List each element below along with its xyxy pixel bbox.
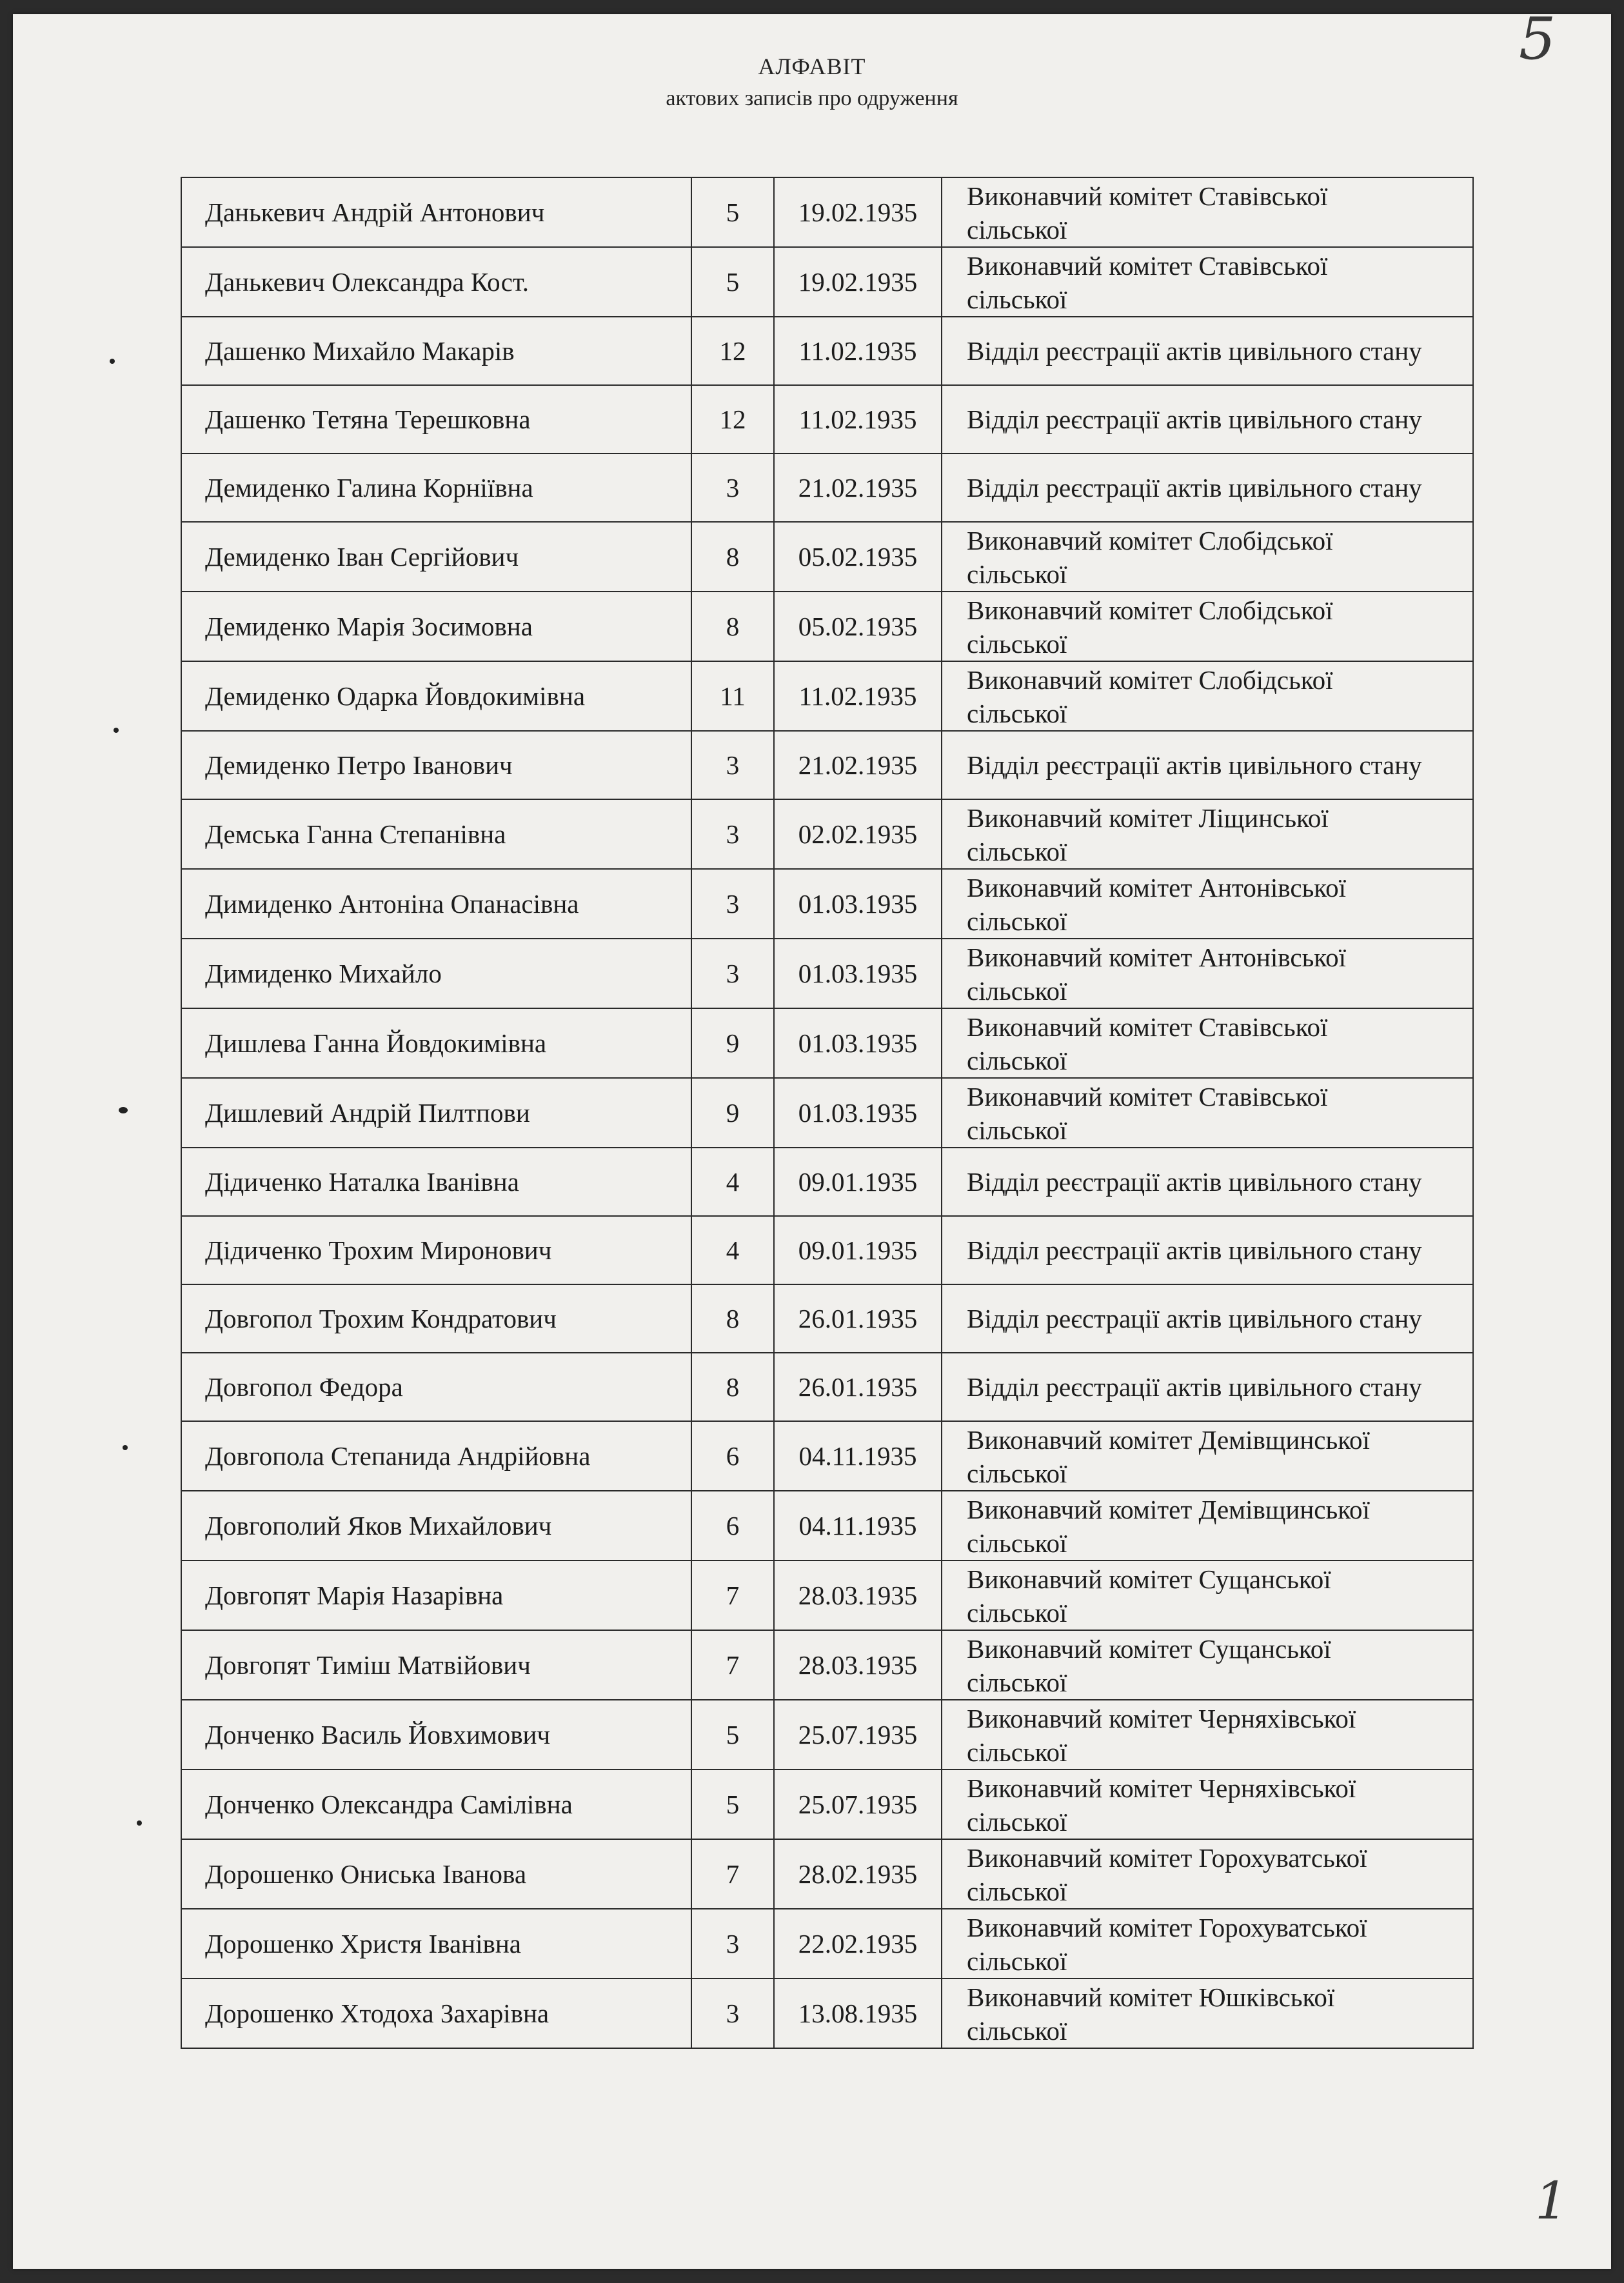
record-office-line2: сільської <box>967 1807 1067 1837</box>
record-office <box>942 1216 1473 1284</box>
record-date: 11.02.1935 <box>774 385 942 454</box>
document-subtitle: актових записів про одруження <box>666 86 958 110</box>
table-row <box>181 799 1473 869</box>
record-date: 04.11.1935 <box>774 1491 942 1560</box>
record-office-line2: сільської <box>967 1115 1067 1145</box>
table-row <box>181 592 1473 661</box>
table-row <box>181 1008 1473 1078</box>
record-name: Димиденко Антоніна Опанасівна <box>181 869 691 939</box>
record-office <box>942 1909 1473 1979</box>
record-number: 9 <box>691 1078 774 1148</box>
record-number: 8 <box>691 1353 774 1421</box>
table-row <box>181 1770 1473 1839</box>
page-speck <box>119 1107 128 1113</box>
record-date: 22.02.1935 <box>774 1909 942 1979</box>
record-date: 25.07.1935 <box>774 1700 942 1770</box>
record-name: Демиденко Одарка Йовдокимівна <box>181 661 691 731</box>
record-name: Демська Ганна Степанівна <box>181 799 691 869</box>
record-office-line1: Виконавчий комітет Юшківської <box>967 1982 1335 2012</box>
record-office <box>942 1078 1473 1148</box>
records-table-body <box>181 177 1473 2048</box>
record-office-line2: сільської <box>967 2016 1067 2046</box>
record-date: 26.01.1935 <box>774 1353 942 1421</box>
record-office <box>942 1284 1473 1353</box>
record-office <box>942 799 1473 869</box>
record-name: Димиденко Михайло <box>181 939 691 1008</box>
record-number: 3 <box>691 869 774 939</box>
record-office-line1: Виконавчий комітет Демівщинської <box>967 1425 1370 1455</box>
record-number: 5 <box>691 1700 774 1770</box>
record-number: 5 <box>691 177 774 247</box>
record-date: 01.03.1935 <box>774 869 942 939</box>
record-office-line1: Виконавчий комітет Сущанської <box>967 1634 1331 1664</box>
page-speck <box>137 1820 142 1826</box>
record-office-line2: сільської <box>967 629 1067 659</box>
record-office-line2: сільської <box>967 559 1067 589</box>
record-office-line2: сільської <box>967 699 1067 728</box>
record-number: 3 <box>691 799 774 869</box>
record-office <box>942 522 1473 592</box>
table-row <box>181 731 1473 799</box>
record-office-line1: Виконавчий комітет Ставівської <box>967 181 1328 211</box>
record-date: 11.02.1935 <box>774 317 942 385</box>
page-speck <box>123 1445 128 1450</box>
record-number: 5 <box>691 247 774 317</box>
record-office-line1: Виконавчий комітет Сущанської <box>967 1564 1331 1594</box>
record-date: 13.08.1935 <box>774 1979 942 2048</box>
record-number: 4 <box>691 1148 774 1216</box>
record-number: 3 <box>691 454 774 522</box>
record-name: Довгопола Степанида Андрійовна <box>181 1421 691 1491</box>
record-office-line2: сільської <box>967 906 1067 936</box>
page-number: 5 <box>1519 5 1556 73</box>
table-row <box>181 522 1473 592</box>
table-row <box>181 1909 1473 1979</box>
record-date: 19.02.1935 <box>774 177 942 247</box>
table-row <box>181 1700 1473 1770</box>
record-date: 28.03.1935 <box>774 1560 942 1630</box>
record-date: 05.02.1935 <box>774 592 942 661</box>
record-office-line2: сільської <box>967 1598 1067 1628</box>
record-office-line1: Виконавчий комітет Антонівської <box>967 873 1346 902</box>
table-row <box>181 1353 1473 1421</box>
record-office-line2: сільської <box>967 1946 1067 1976</box>
record-office <box>942 661 1473 731</box>
table-row <box>181 177 1473 247</box>
record-office-line1: Відділ реєстрації актів цивільного стану <box>967 1372 1422 1402</box>
record-office-line2: сільської <box>967 837 1067 866</box>
record-office <box>942 1491 1473 1560</box>
table-row <box>181 317 1473 385</box>
table-row <box>181 1148 1473 1216</box>
record-name: Дашенко Тетяна Терешковна <box>181 385 691 454</box>
record-name: Довгопят Марія Назарівна <box>181 1560 691 1630</box>
record-office-line1: Виконавчий комітет Черняхівської <box>967 1704 1356 1733</box>
record-office-line2: сільської <box>967 1737 1067 1767</box>
record-name: Донченко Олександра Самілівна <box>181 1770 691 1839</box>
record-office-line2: сільської <box>967 1877 1067 1906</box>
record-office-line1: Виконавчий комітет Горохуватської <box>967 1843 1367 1873</box>
record-office <box>942 454 1473 522</box>
record-office-line1: Виконавчий комітет Ліщинської <box>967 803 1329 833</box>
record-office <box>942 385 1473 454</box>
record-office <box>942 1560 1473 1630</box>
record-number: 6 <box>691 1491 774 1560</box>
record-office-line1: Виконавчий комітет Ставівської <box>967 1082 1328 1112</box>
record-number: 7 <box>691 1630 774 1700</box>
record-office-line2: сільської <box>967 976 1067 1006</box>
record-date: 21.02.1935 <box>774 731 942 799</box>
record-number: 9 <box>691 1008 774 1078</box>
record-number: 5 <box>691 1770 774 1839</box>
record-name: Демиденко Марія Зосимовна <box>181 592 691 661</box>
table-row <box>181 1979 1473 2048</box>
record-date: 09.01.1935 <box>774 1148 942 1216</box>
record-date: 01.03.1935 <box>774 1008 942 1078</box>
record-name: Довгопол Федора <box>181 1353 691 1421</box>
record-date: 28.02.1935 <box>774 1839 942 1909</box>
table-row <box>181 939 1473 1008</box>
record-number: 8 <box>691 522 774 592</box>
record-name: Довгопят Тиміш Матвійович <box>181 1630 691 1700</box>
record-name: Дорошенко Ониська Іванова <box>181 1839 691 1909</box>
table-row <box>181 454 1473 522</box>
table-row <box>181 1421 1473 1491</box>
record-office <box>942 939 1473 1008</box>
record-office-line1: Відділ реєстрації актів цивільного стану <box>967 404 1422 434</box>
page-speck <box>114 728 119 733</box>
record-office-line1: Виконавчий комітет Слобідської <box>967 526 1333 555</box>
record-name: Дідиченко Наталка Іванівна <box>181 1148 691 1216</box>
table-row <box>181 1284 1473 1353</box>
record-name: Дашенко Михайло Макарів <box>181 317 691 385</box>
record-office <box>942 1979 1473 2048</box>
record-number: 3 <box>691 731 774 799</box>
record-date: 02.02.1935 <box>774 799 942 869</box>
record-name: Дишлевий Андрій Пилтпови <box>181 1078 691 1148</box>
record-office-line2: сільської <box>967 284 1067 314</box>
record-name: Дорошенко Христя Іванівна <box>181 1909 691 1979</box>
record-office-line1: Виконавчий комітет Антонівської <box>967 942 1346 972</box>
record-number: 3 <box>691 939 774 1008</box>
record-number: 6 <box>691 1421 774 1491</box>
document-title: АЛФАВІТ <box>758 54 866 79</box>
record-office-line1: Відділ реєстрації актів цивільного стану <box>967 1304 1422 1333</box>
record-name: Дідиченко Трохим Миронович <box>181 1216 691 1284</box>
record-date: 19.02.1935 <box>774 247 942 317</box>
record-number: 11 <box>691 661 774 731</box>
record-office <box>942 1421 1473 1491</box>
record-name: Довгополий Яков Михайлович <box>181 1491 691 1560</box>
page-speck <box>110 359 115 364</box>
record-office-line2: сільської <box>967 1668 1067 1697</box>
record-office-line1: Відділ реєстрації актів цивільного стану <box>967 336 1422 366</box>
record-office-line2: сільської <box>967 1528 1067 1558</box>
record-number: 12 <box>691 317 774 385</box>
record-number: 4 <box>691 1216 774 1284</box>
record-office-line1: Виконавчий комітет Черняхівської <box>967 1773 1356 1803</box>
table-row <box>181 385 1473 454</box>
record-name: Довгопол Трохим Кондратович <box>181 1284 691 1353</box>
record-office-line1: Виконавчий комітет Горохуватської <box>967 1913 1367 1942</box>
record-number: 3 <box>691 1979 774 2048</box>
record-office <box>942 1630 1473 1700</box>
table-row <box>181 247 1473 317</box>
record-office-line2: сільської <box>967 215 1067 244</box>
record-date: 11.02.1935 <box>774 661 942 731</box>
record-office-line1: Відділ реєстрації актів цивільного стану <box>967 1235 1422 1265</box>
sheet-mark: 1 <box>1535 2171 1568 2231</box>
record-office-line1: Виконавчий комітет Слобідської <box>967 665 1333 695</box>
record-name: Демиденко Петро Іванович <box>181 731 691 799</box>
table-row <box>181 661 1473 731</box>
record-office <box>942 1148 1473 1216</box>
table-row <box>181 1839 1473 1909</box>
record-name: Дишлева Ганна Йовдокимівна <box>181 1008 691 1078</box>
record-office-line1: Виконавчий комітет Демівщинської <box>967 1495 1370 1524</box>
record-office-line2: сільської <box>967 1046 1067 1075</box>
table-row <box>181 1078 1473 1148</box>
table-row <box>181 1491 1473 1560</box>
record-number: 7 <box>691 1560 774 1630</box>
record-office <box>942 1700 1473 1770</box>
record-office-line1: Відділ реєстрації актів цивільного стану <box>967 1167 1422 1197</box>
record-date: 21.02.1935 <box>774 454 942 522</box>
record-date: 01.03.1935 <box>774 1078 942 1148</box>
record-name: Демиденко Галина Корніївна <box>181 454 691 522</box>
table-row <box>181 1216 1473 1284</box>
record-office <box>942 1770 1473 1839</box>
record-name: Демиденко Іван Сергійович <box>181 522 691 592</box>
record-date: 28.03.1935 <box>774 1630 942 1700</box>
record-date: 05.02.1935 <box>774 522 942 592</box>
record-number: 8 <box>691 592 774 661</box>
record-office <box>942 592 1473 661</box>
record-date: 26.01.1935 <box>774 1284 942 1353</box>
record-office <box>942 1008 1473 1078</box>
record-name: Дорошенко Хтодоха Захарівна <box>181 1979 691 2048</box>
record-office-line1: Виконавчий комітет Ставівської <box>967 251 1328 281</box>
record-date: 04.11.1935 <box>774 1421 942 1491</box>
record-number: 8 <box>691 1284 774 1353</box>
record-office <box>942 869 1473 939</box>
record-office <box>942 177 1473 247</box>
record-office <box>942 317 1473 385</box>
record-date: 09.01.1935 <box>774 1216 942 1284</box>
record-office-line2: сільської <box>967 1459 1067 1488</box>
record-date: 01.03.1935 <box>774 939 942 1008</box>
record-office <box>942 247 1473 317</box>
record-office-line1: Відділ реєстрації актів цивільного стану <box>967 473 1422 503</box>
record-number: 3 <box>691 1909 774 1979</box>
record-office-line1: Виконавчий комітет Слобідської <box>967 595 1333 625</box>
table-row <box>181 1560 1473 1630</box>
record-office <box>942 1353 1473 1421</box>
record-name: Донченко Василь Йовхимович <box>181 1700 691 1770</box>
records-table <box>181 177 1474 2049</box>
table-row <box>181 1630 1473 1700</box>
record-office <box>942 1839 1473 1909</box>
record-number: 12 <box>691 385 774 454</box>
record-number: 7 <box>691 1839 774 1909</box>
record-name: Данькевич Олександра Кост. <box>181 247 691 317</box>
record-office-line1: Відділ реєстрації актів цивільного стану <box>967 750 1422 780</box>
record-name: Данькевич Андрій Антонович <box>181 177 691 247</box>
record-office-line1: Виконавчий комітет Ставівської <box>967 1012 1328 1042</box>
record-date: 25.07.1935 <box>774 1770 942 1839</box>
table-row <box>181 869 1473 939</box>
record-office <box>942 731 1473 799</box>
